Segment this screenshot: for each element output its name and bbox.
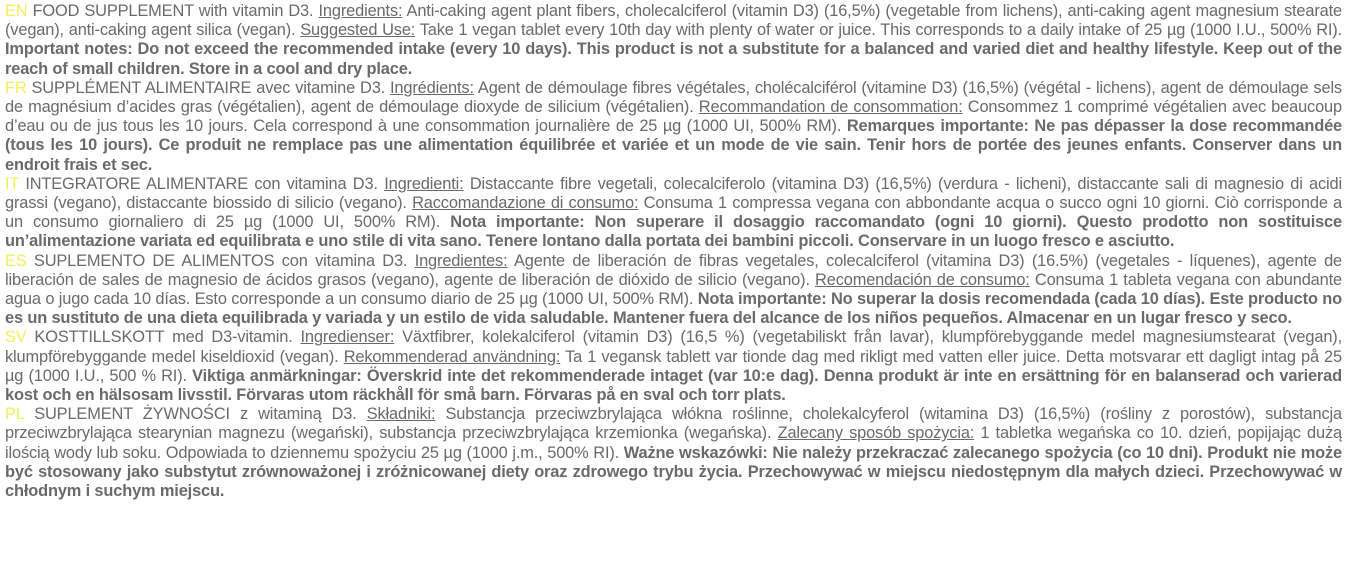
usage-heading: Raccomandazione di consumo: — [412, 194, 639, 213]
language-code: PL — [5, 405, 25, 424]
product-intro: INTEGRATORE ALIMENTARE con vitamina D3. — [18, 174, 385, 193]
language-code: SV — [5, 328, 27, 347]
language-code: IT — [5, 174, 19, 193]
usage-text: Take 1 vegan tablet every 10th day with plenty of water or juice. This corresponds to a daily intake of 25 µg (1000 I.U., 500% RI). — [415, 21, 1342, 40]
ingredients-heading: Ingredients: — [318, 2, 403, 20]
important-notes: Remarques importante: Ne pas dépasser la dose recommandée (tous les 10 jours). Ce produit ne remplace pas une alimentation équilibrée et variée et un mode de vie sain. Tenir hors de portée des jeunes enfants. Conserver dans un endroit frais et sec. — [5, 117, 1342, 174]
language-code: ES — [5, 251, 27, 270]
usage-heading: Zalecany sposób spożycia: — [777, 424, 975, 443]
ingredients-text: Växtfibrer, kolekalciferol (vitamin D3) (16,5 %) (vegetabiliskt från lavar), klumpförebyggande medel magnesiumstearat (vegan), klumpförebyggande medel kiseldioxid (vegan). — [5, 328, 1342, 366]
language-code: FR — [5, 78, 27, 97]
ingredients-heading: Składniki: — [366, 405, 436, 424]
usage-text: 1 tabletka wegańska co 10. dzień, popijając dużą ilością wody lub soku. Odpowiada to dziennemu spożyciu 25 µg (1000 j.m., 500% RI). — [5, 424, 1342, 462]
product-intro: SUPLEMENT ŻYWNOŚCI z witaminą D3. — [24, 405, 367, 424]
usage-text: Consuma 1 compressa vegana con abbondante acqua o succo ogni 10 giorni. Ciò corrisponde a un consumo giornaliero di 25 µg (1000 UI, 500% RM). — [5, 194, 1342, 232]
product-intro: FOOD SUPPLEMENT with vitamin D3. — [27, 2, 319, 20]
section-es — [5, 252, 1342, 329]
usage-heading: Suggested Use: — [300, 21, 416, 40]
usage-text: Ta 1 vegansk tablett var tionde dag med rikligt med vatten eller juice. Detta motsvarar ett dagligt intag på 25 µg (1000 I.U., 500 % RI). — [5, 347, 1342, 385]
ingredients-text: Substancja przeciwzbrylająca włókna roślinne, cholekalcyferol (witamina D3) (16,5%) (rośliny z porostów), substancja przeciwzbrylająca stearynian magnezu (wegański), substancja przeciwzbrylająca krzemionka (wegańska). — [5, 405, 1342, 443]
ingredients-heading: Ingredienti: — [384, 174, 464, 193]
product-intro: SUPPLÉMENT ALIMENTAIRE avec vitamine D3. — [26, 78, 391, 97]
important-notes: Ważne wskazówki: Nie należy przekraczać zalecanego spożycia (co 10 dni). Produkt nie może być stosowany jako substytut zrównoważonej i zróżnicowanej diety oraz zdrowego trybu życia. Przechowywać w miejscu niedostępnym dla małych dzieci. Przechowywać w chłodnym i suchym miejscu. — [5, 443, 1342, 501]
important-notes: Nota importante: No superar la dosis recomendada (cada 10 días). Este producto no es un sustituto de una dieta equilibrada y variada y un estilo de vida saludable. Mantener fuera del alcance de los niños pequeños. Almacenar en un lugar fresco y seco. — [5, 290, 1342, 328]
important-notes: Nota importante: Non superare il dosaggio raccomandato (ogni 10 giorni). Questo prodotto non sostituisce un’alimentazione variata ed equilibrata e uno stile di vita sano. Tenere lontano dalla portata dei bambini piccoli. Conservare in un luogo fresco e asciutto. — [5, 213, 1342, 251]
ingredients-text: Anti-caking agent plant fibers, cholecalciferol (vitamin D3) (16,5%) (vegetable from lichens), anti-caking agent magnesium stearate (vegan), anti-caking agent silica (vegan). — [5, 2, 1343, 40]
ingredients-heading: Ingredientes: — [414, 251, 508, 270]
section-sv — [5, 328, 1342, 405]
usage-heading: Recomendación de consumo: — [815, 270, 1030, 289]
ingredients-text: Agente de liberación de fibras vegetales, colecalciferol (vitamina D3) (16.5%) (vegetales - líquenes), agente de liberación de sales de magnesio de ácidos grasos (vegano), agente de liberación de dióxido de silicio (vegano). — [5, 251, 1343, 289]
product-intro: KOSTTILLSKOTT med D3-vitamin. — [26, 328, 301, 347]
usage-heading: Rekommenderad användning: — [343, 347, 561, 366]
ingredients-text: Distaccante fibre vegetali, colecalciferolo (vitamina D3) (16,5%) (verdura - licheni), distaccante sali di magnesio di acidi grassi (vegano), distaccante biossido di silicio (vegano). — [5, 174, 1342, 213]
section-en — [5, 2, 1342, 79]
product-intro: SUPLEMENTO DE ALIMENTOS con vitamina D3. — [26, 251, 415, 270]
section-fr — [5, 79, 1342, 175]
usage-text: Consommez 1 comprimé végétalien avec beaucoup d’eau ou de jus tous les 10 jours. Cela correspond à une consommation journalière de 25 µg (1000 UI, 500% RM). — [5, 98, 1342, 136]
language-code: EN — [5, 2, 28, 20]
important-notes: Viktiga anmärkningar: Överskrid inte det rekommenderade intaget (var 10:e dag). Denna produkt är inte en ersättning för en balanserad och varierad kost och en hälsosam livsstil. Förvaras utom räckhåll för små barn. Förvaras på en sval och torr plats. — [5, 366, 1342, 405]
ingredients-heading: Ingrédients: — [390, 78, 474, 97]
ingredients-heading: Ingredienser: — [300, 328, 395, 347]
section-pl — [5, 405, 1342, 501]
usage-heading: Recommandation de consommation: — [698, 98, 963, 117]
section-it — [5, 175, 1342, 252]
ingredients-text: Agent de démoulage fibres végétales, cholécalciférol (vitamine D3) (16,5%) (végétal - lichens), agent de démoulage sels de magnésium d’acides gras (végétalien), agent de démoulage dioxyde de silicium (végétalien). — [5, 78, 1342, 117]
important-notes: Important notes: Do not exceed the recommended intake (every 10 days). This product is not a substitute for a balanced and varied diet and healthy lifestyle. Keep out of the reach of small children. Store in a cool and dry place. — [5, 40, 1342, 78]
usage-text: Consuma 1 tableta vegana con abundante agua o jugo cada 10 días. Esto corresponde a un consumo diario de 25 µg (1000 UI, 500% RM). — [5, 270, 1342, 309]
